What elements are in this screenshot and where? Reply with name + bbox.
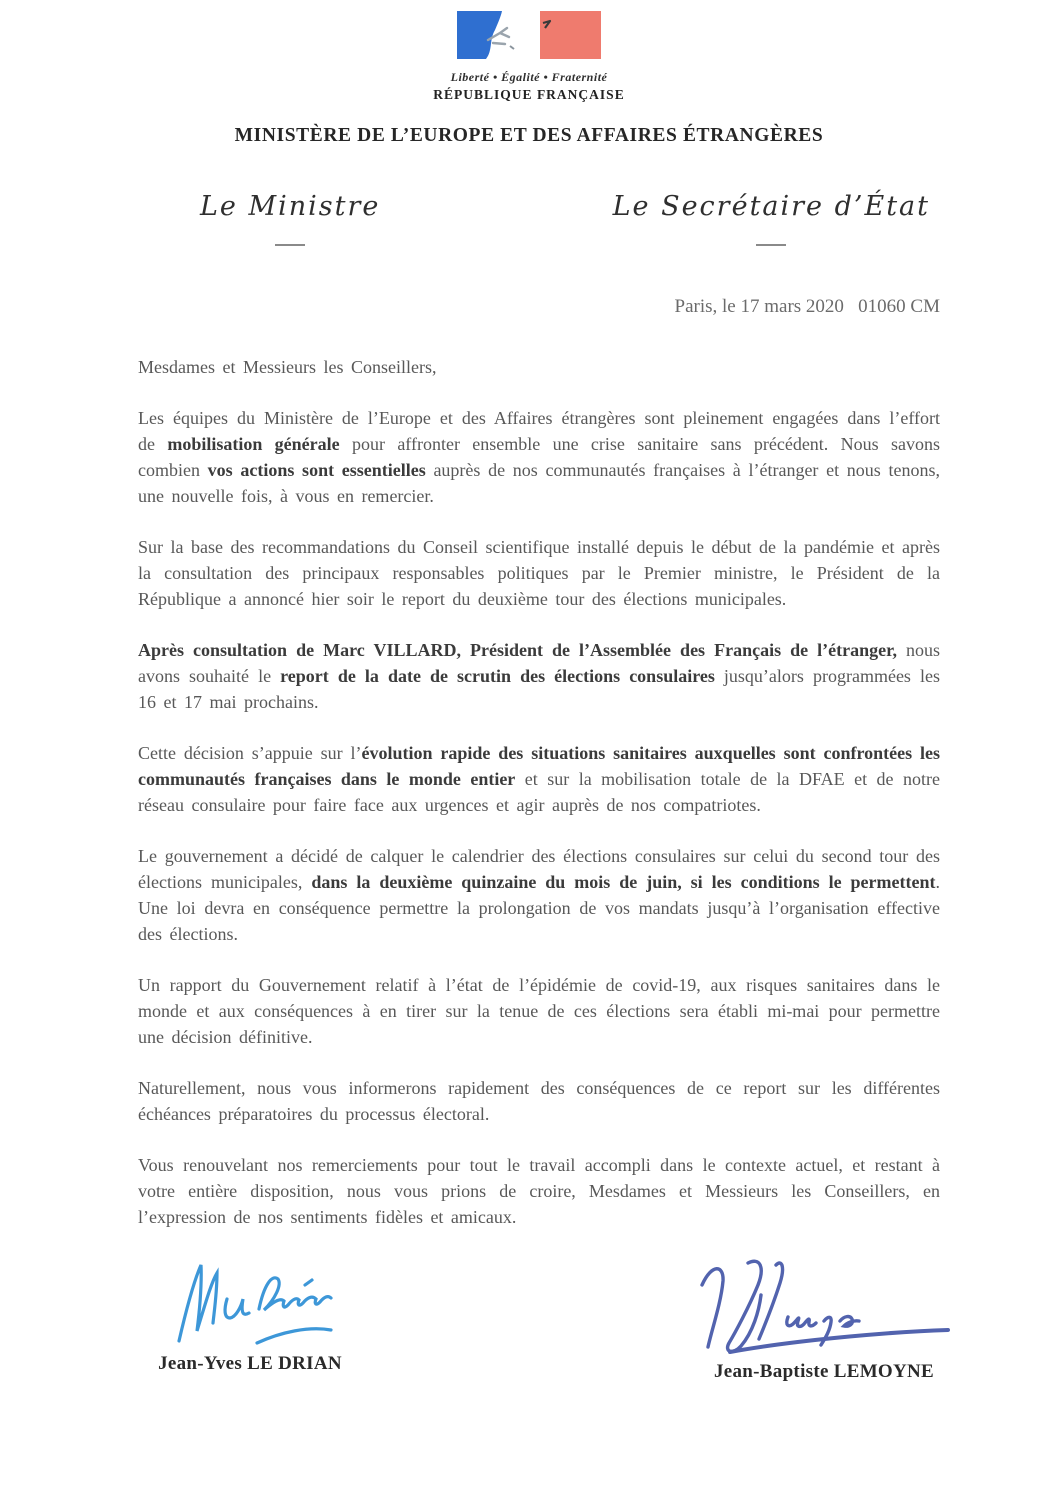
text-run: Un rapport du Gouvernement relatif à l’état de l’épidémie de covid-19, aux risques sanitaires dans le monde et aux conséquences à en tirer sur la tenue de ces élections sera établi mi-mai pour permettre une décision définitive. (138, 975, 940, 1047)
text-run: auprès de nos communautés françaises à l’étranger et nous tenons, une nouvelle fois, à vous en remercier. (138, 460, 940, 506)
text-run: et sur la mobilisation totale de la DFAE et de notre réseau consulaire pour faire face aux urgences et agir auprès de nos compatriotes. (138, 769, 940, 815)
letter-paragraph (138, 405, 940, 509)
text-run: nous avons souhaité le (138, 640, 940, 686)
bold-text-run: vos actions sont essentielles (207, 460, 426, 480)
minister-title-block (200, 191, 380, 246)
text-run: Naturellement, nous vous informerons rapidement des conséquences de ce report sur les différentes échéances préparatoires du processus électoral. (138, 1078, 940, 1124)
text-run: Vous renouvelant nos remerciements pour tout le travail accompli dans le contexte actuel, et restant à votre entière disposition, nous vous prions de croire, Mesdames et Messieurs les Conseillers, en l’expression de nos sentiments fidèles et amicaux. (138, 1155, 940, 1227)
bold-text-run: report de la date de scrutin des élections consulaires (280, 666, 715, 686)
republic-label: RÉPUBLIQUE FRANÇAISE (433, 87, 625, 102)
signature-block-le-drian (155, 1255, 345, 1383)
letter-paragraph (138, 637, 940, 715)
bold-text-run: Après consultation de Marc VILLARD, Président de l’Assemblée des Français de l’étranger, (138, 640, 897, 660)
letter-paragraph (138, 843, 940, 947)
letter-paragraph (138, 1152, 940, 1230)
minister-title-rule (275, 244, 305, 246)
signature-block-lemoyne (690, 1255, 958, 1383)
french-republic-flag-logo-icon (455, 10, 603, 62)
dateline: Paris, le 17 mars 2020 01060 CM (674, 296, 940, 317)
lemoyne-name: Jean-Baptiste LEMOYNE (713, 1361, 935, 1382)
letter-paragraph (138, 740, 940, 818)
salutation (138, 354, 940, 380)
le-drian-name: Jean-Yves LE DRIAN (158, 1353, 342, 1374)
motto: Liberté • Égalité • Fraternité (450, 70, 608, 84)
text-run: Le gouvernement a décidé de calquer le calendrier des élections consulaires sur celui du second tour des élections municipales, (138, 846, 940, 892)
bold-text-run: évolution rapide des situations sanitaires auxquelles sont confrontées les communautés françaises dans le monde entier (138, 743, 941, 789)
letter-paragraph (138, 534, 940, 612)
function-titles-row (0, 191, 1058, 246)
secretary-title-rule (756, 244, 786, 246)
secretary-title: Le Secrétaire d’État (612, 191, 930, 222)
letter-body (138, 354, 940, 1230)
signatures-row (0, 1255, 1058, 1383)
lemoyne-signature-icon (690, 1255, 958, 1359)
text-run: jusqu’alors programmées les 16 et 17 mai prochains. (138, 666, 940, 712)
bold-text-run: mobilisation générale (167, 434, 340, 454)
text-run: Les équipes du Ministère de l’Europe et des Affaires étrangères sont pleinement engagées dans l’effort de (138, 408, 940, 454)
letter-paragraph (138, 972, 940, 1050)
text-run: Mesdames et Messieurs les Conseillers, (138, 357, 437, 377)
le-drian-signature-icon (155, 1255, 345, 1351)
ministry-title: MINISTÈRE DE L’EUROPE ET DES AFFAIRES ÉTRANGÈRES (234, 125, 824, 146)
minister-title: Le Ministre (200, 191, 381, 222)
text-run: Cette décision s’appuie sur l’ (138, 743, 362, 763)
letter-paragraph (138, 1075, 940, 1127)
text-run: . Une loi devra en conséquence permettre la prolongation de vos mandats jusqu’à l’organisation effective des élections. (138, 872, 941, 944)
bold-text-run: dans la deuxième quinzaine du mois de juin, si les conditions le permettent (311, 872, 936, 892)
secretary-title-block (613, 191, 930, 246)
letterhead (0, 0, 1058, 147)
text-run: pour affronter ensemble une crise sanitaire sans précédent. Nous savons combien (138, 434, 940, 480)
text-run: Sur la base des recommandations du Conseil scientifique installé depuis le début de la pandémie et après la consultation des principaux responsables politiques par le Premier ministre, le Président de la République a annoncé hier soir le report du deuxième tour des élections municipales. (138, 537, 940, 609)
